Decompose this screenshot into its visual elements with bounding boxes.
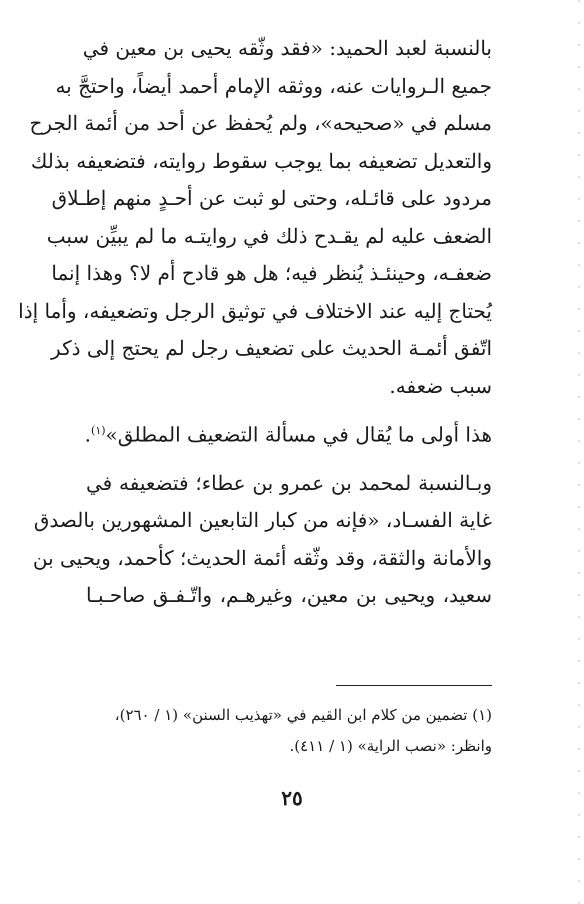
conclusion-line bbox=[86, 412, 492, 450]
main-text bbox=[18, 30, 492, 615]
text-line: اتّفق أئمـة الحديث على تضعيف رجل لم يحتج إلى ذكر bbox=[51, 336, 492, 360]
text-line: غاية الفسـاد، «فإنه من كبار التابعين المشهورين بالصدق bbox=[33, 508, 492, 532]
text-line: مردود على قائـله، وحتى لو ثبت عن أحـدٍ منهم إطـلاق bbox=[51, 186, 492, 210]
footnote-separator bbox=[336, 685, 492, 686]
text-line: يُحتاج إليه عند الاختلاف في توثيق الرجل وتضعيفه، وأما إذا bbox=[18, 298, 492, 323]
text-line: الضعف عليه لم يقـدح ذلك في روايتـه ما لم يبيِّن سبب bbox=[46, 223, 492, 248]
footnotes bbox=[86, 700, 492, 762]
page-number: ٢٥ bbox=[281, 786, 303, 810]
conclusion-text: هذا أولى ما يُقال في مسألة التضعيف المطلق» bbox=[105, 422, 492, 447]
conclusion-end: . bbox=[84, 422, 92, 447]
text-line: سبب ضعفه. bbox=[389, 373, 492, 398]
footnote-line: (١) تضمين من كلام ابن القيم في «تهذيب السنن» (١ / ٢٦٠)، bbox=[114, 706, 492, 724]
text-line: بالنسبة لعبد الحميد: «فقد وثّقه يحيى بن معين في bbox=[82, 36, 492, 60]
text-line: ضعفـه، وحينئـذ يُنظر فيه؛ هل هو قادح أم لا؟ وهذا إنما bbox=[51, 261, 492, 285]
text-line: جميع الـروايات عنه، ووثقه الإمام أحمد أيضاً، واحتجَّ به bbox=[55, 73, 492, 98]
text-line: والأمانة والثقة، وقد وثّقه أئمة الحديث؛ كأحمد، ويحيى بن bbox=[32, 545, 492, 570]
text-line: مسلم في «صحيحه»، ولم يُحفظ عن أحد من أئمة الجرح bbox=[29, 111, 492, 135]
text-line: وبـالنسبة لمحمد بن عمرو بن عطاء؛ فتضعيفه في bbox=[86, 470, 492, 495]
footnote-ref: (١) bbox=[91, 424, 106, 437]
page-edge bbox=[578, 0, 580, 904]
text-line: سعيد، ويحيى بن معين، وغيرهـم، واتّـفـق صاحـبـا bbox=[86, 583, 492, 607]
footnote-line: وانظر: «نصب الراية» (١ / ٤١١). bbox=[289, 737, 492, 755]
text-line: والتعديل تضعيفه بما يوجب سقوط روايته، فتضعيفه بذلك bbox=[30, 148, 492, 173]
